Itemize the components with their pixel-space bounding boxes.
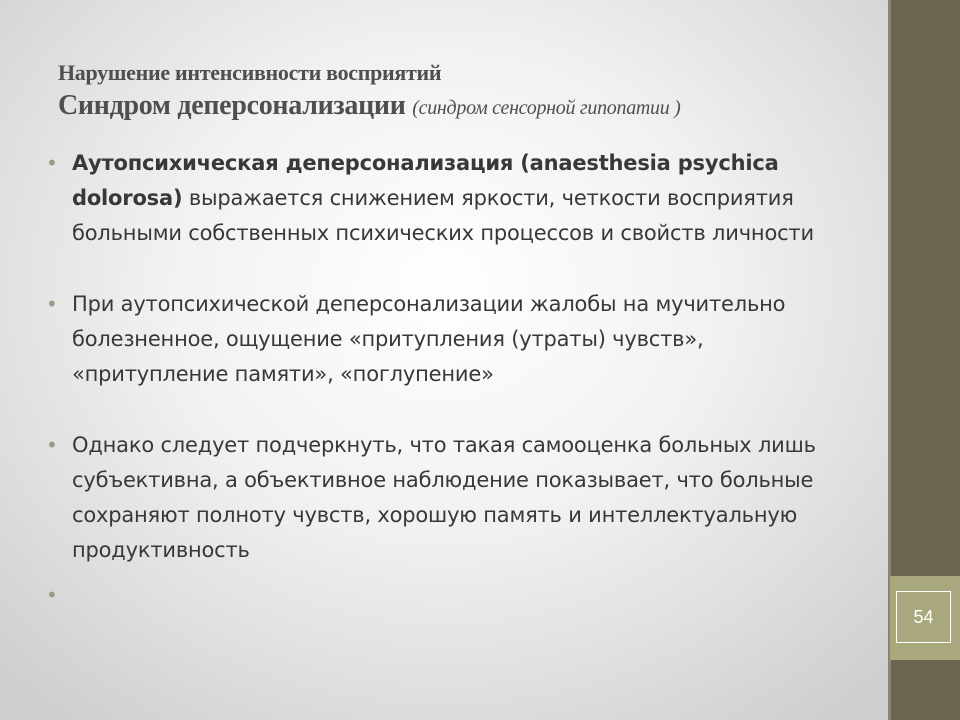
bullet-item <box>46 287 846 392</box>
bullet-text: Однако следует подчеркнуть, что такая самооценка больных лишь субъективна, а объективное наблюдение показывает, что больные сохраняют полноту чувств, хорошую память и интеллектуальную продуктивность <box>72 433 816 562</box>
page-number: 54 <box>896 591 951 643</box>
bullet-item <box>46 428 846 568</box>
bullet-list <box>46 146 846 613</box>
title-line-1: Нарушение интенсивности восприятий <box>58 60 442 85</box>
bullet-item <box>46 146 846 251</box>
slide-title <box>58 60 858 126</box>
bullet-item-empty <box>46 578 846 613</box>
bullet-text: При аутопсихической деперсонализации жалобы на мучительно болезненное, ощущение «притупления (утраты) чувств», «притупление памяти», «поглупение» <box>72 292 786 386</box>
page-number-box <box>890 576 960 660</box>
bullet-dot: • <box>46 292 58 316</box>
bullet-dot: • <box>46 583 58 607</box>
bullet-bold-text: Аутопсихическая деперсонализация (anaesthesia psychica dolorosa) <box>72 151 779 210</box>
title-line-2 <box>58 88 858 126</box>
bullet-dot: • <box>46 151 58 175</box>
title-subtitle: (синдром сенсорной гипопатии ) <box>412 97 681 119</box>
title-main: Синдром деперсонализации <box>58 90 406 121</box>
bullet-text: выражается снижением яркости, четкости восприятия больными собственных психических процессов и свойств личности <box>72 186 814 245</box>
bullet-dot: • <box>46 433 58 457</box>
